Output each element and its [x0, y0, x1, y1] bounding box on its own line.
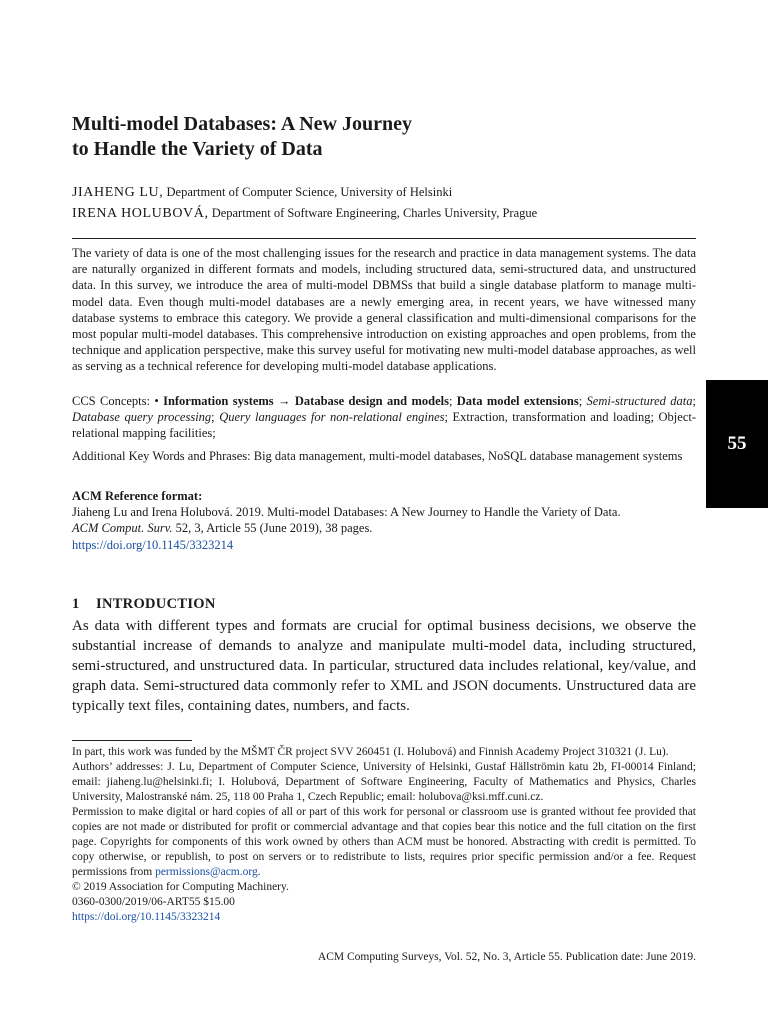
- keywords-label: Additional Key Words and Phrases:: [72, 449, 254, 463]
- ccs-concepts: [72, 393, 696, 442]
- reference-doi-link[interactable]: https://doi.org/10.1145/3323214: [72, 537, 234, 552]
- reference-citation: [72, 504, 696, 536]
- ccs-ital-1: Semi-structured data: [586, 394, 693, 408]
- footnote-funding: In part, this work was funded by the MŠMT ČR project SVV 260451 (I. Holubová) and Finnish Academy Project 310321 (J. Lu).: [72, 746, 669, 758]
- title-line-2: to Handle the Variety of Data: [72, 138, 323, 160]
- abstract-text: The variety of data is one of the most challenging issues for the research and practice in data management systems. The data are naturally organized in different formats and models, including structured data, semi-structured data, and unstructured data. In this survey, we introduce the area of multi-model DBMSs that build a single database platform to manage multi-model data. Even though multi-model databases are a newly emerging area, in recent years, we have witnessed many database systems to embrace this category. We provide a general classification and multi-dimensional comparisons for the most popular multi-model databases. This comprehensive introduction on existing approaches and open problems, from the technique and application perspective, make this survey useful for motivating new multi-model database approaches, as well as serving as a technical reference for developing multi-model database applications.: [72, 246, 696, 374]
- abstract: [72, 245, 696, 375]
- ccs-bullet: •: [154, 394, 164, 408]
- acm-reference: [72, 488, 696, 553]
- section-number: 1: [72, 596, 80, 612]
- reference-heading: ACM Reference format:: [72, 489, 203, 503]
- author-2: [72, 203, 712, 224]
- article-number: 55: [727, 433, 747, 454]
- section-title: INTRODUCTION: [96, 596, 216, 612]
- reference-journal: ACM Comput. Surv.: [72, 521, 173, 536]
- footnote-doi-link[interactable]: https://doi.org/10.1145/3323214: [72, 911, 221, 923]
- ccs-rest: ; Extraction, transformation and loading; Object-relational mapping facilities;: [72, 410, 697, 441]
- additional-keywords: [72, 448, 696, 464]
- ccs-label: CCS Concepts:: [72, 394, 155, 408]
- author-name: JIAHENG LU,: [72, 185, 164, 200]
- reference-journal-rest: 52, 3, Article 55 (June 2019), 38 pages.: [172, 521, 373, 536]
- permissions-email-link[interactable]: permissions@acm.org: [155, 866, 258, 878]
- permission-end: .: [257, 866, 261, 878]
- keywords-text: Big data management, multi-model databases, NoSQL database management systems: [253, 449, 683, 463]
- ccs-bold-1: Information systems → Database design and models: [163, 394, 449, 408]
- footnote-copyright: © 2019 Association for Computing Machinery.: [72, 881, 289, 893]
- footnote-rule: [72, 740, 192, 741]
- author-1: [72, 182, 712, 203]
- ccs-ital-3: Query languages for non-relational engines: [219, 410, 445, 425]
- ccs-ital-2: Database query processing: [72, 410, 212, 425]
- footnote-addresses: Authors’ addresses: J. Lu, Department of Computer Science, University of Helsinki, Gustaf Hällströmin katu 2b, FI-00014 Finland; email: jiaheng.lu@helsinki.fi; I. Holubová, Department of Software Engineering, Faculty of Mathematics and Physics, Charles University, Malostranské nám. 25, 118 00 Praha 1, Czech Republic; email: holubova@ksi.mff.cuni.cz.: [72, 761, 696, 803]
- title-line-1: Multi-model Databases: A New Journey: [72, 113, 412, 135]
- ccs-sep: ;: [448, 394, 457, 408]
- footnote-issn: 0360-0300/2019/06-ART55 $15.00: [72, 896, 235, 908]
- footnotes: [72, 745, 696, 925]
- author-affiliation: Department of Software Engineering, Charles University, Prague: [208, 206, 538, 220]
- introduction-paragraph: As data with different types and formats are crucial for optimal business decisions, we observe the substantial increase of demands to analyze and manipulate multi-model data, including structured, semi-structured, and unstructured data. In particular, structured data includes relational, key/value, and graph data. Semi-structured data commonly refer to XML and JSON documents. Unstructured data are typically text files, containing dates, numbers, and facts.: [72, 618, 696, 714]
- footnote-permission: [72, 805, 696, 880]
- paper-title: [72, 112, 632, 162]
- article-number-tab: [706, 380, 768, 508]
- section-heading: [72, 596, 216, 613]
- author-list: [72, 182, 712, 224]
- top-rule: [72, 238, 696, 239]
- author-name: IRENA HOLUBOVÁ,: [72, 206, 209, 221]
- author-affiliation: Department of Computer Science, University of Helsinki: [163, 185, 453, 199]
- permission-text: Permission to make digital or hard copies of all or part of this work for personal or classroom use is granted without fee provided that copies are not made or distributed for profit or commercial advantage and that copies bear this notice and the full citation on the first page. Copyrights for components of this work owned by others than ACM must be honored. Abstracting with credit is permitted. To copy otherwise, or republish, to post on servers or to redistribute to lists, requires prior specific permission and/or a fee. Request permissions from: [72, 806, 696, 878]
- ccs-bold-2: Data model extensions: [456, 394, 579, 408]
- page-footer: ACM Computing Surveys, Vol. 52, No. 3, Article 55. Publication date: June 2019.: [317, 951, 696, 963]
- ccs-sep: ;: [578, 394, 587, 408]
- reference-line: Jiaheng Lu and Irena Holubová. 2019. Multi-model Databases: A New Journey to Handle the Variety of Data.: [72, 505, 621, 520]
- ccs-sep: ;: [692, 394, 696, 408]
- ccs-sep: ;: [211, 410, 220, 425]
